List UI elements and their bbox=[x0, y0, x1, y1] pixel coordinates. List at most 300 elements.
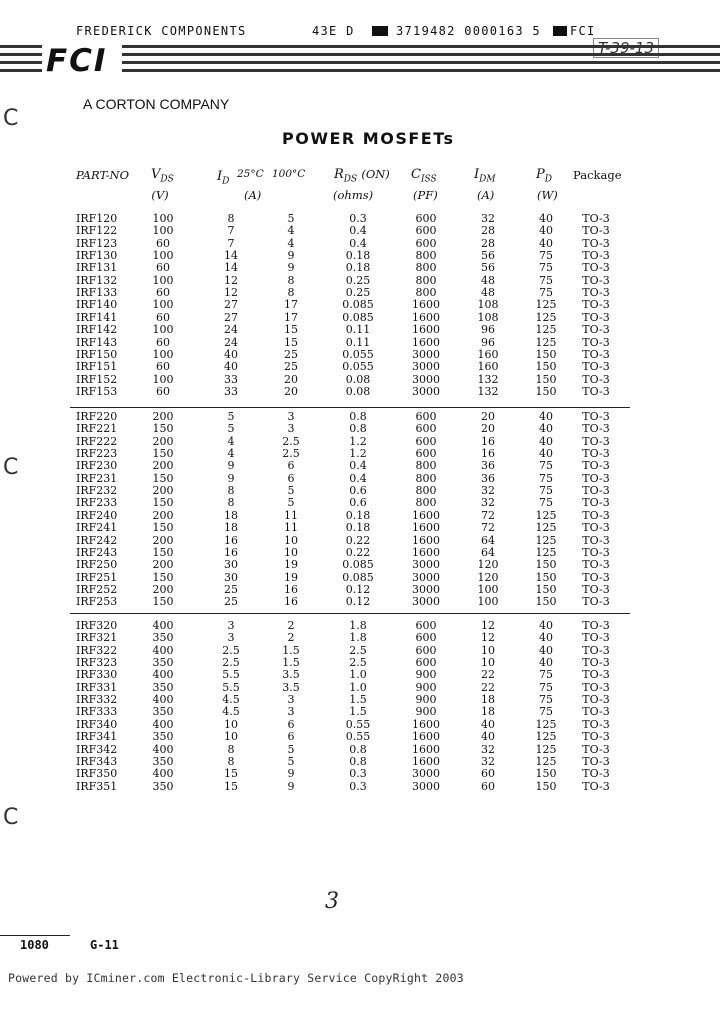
cell-ciss: 600 bbox=[415, 631, 437, 645]
cell-rds-on: 0.25 bbox=[345, 286, 371, 300]
cell-part-no: IRF252 bbox=[76, 582, 118, 596]
cell-rds-on: 0.8 bbox=[349, 754, 367, 768]
cell-package: TO-3 bbox=[582, 372, 610, 386]
cell-id-100c: 16 bbox=[284, 582, 298, 596]
cell-rds-on: 0.55 bbox=[345, 717, 371, 731]
cell-vds: 200 bbox=[152, 484, 174, 498]
cell-rds-on: 0.055 bbox=[342, 347, 374, 361]
cell-id-25c: 4.5 bbox=[222, 705, 240, 719]
group-divider-1 bbox=[70, 407, 630, 408]
brand-small: FCI bbox=[570, 24, 596, 38]
cell-package: TO-3 bbox=[582, 496, 610, 510]
cell-pd: 40 bbox=[539, 212, 553, 225]
cell-pd: 40 bbox=[539, 236, 553, 250]
cell-ciss: 900 bbox=[415, 680, 437, 694]
cell-id-25c: 4 bbox=[227, 447, 235, 461]
cell-part-no: IRF333 bbox=[76, 705, 118, 719]
cell-part-no: IRF132 bbox=[76, 273, 118, 287]
header-idm-unit: (A) bbox=[477, 188, 495, 202]
cell-package: TO-3 bbox=[582, 631, 610, 645]
cell-ciss: 800 bbox=[415, 286, 437, 300]
cell-rds-on: 0.55 bbox=[345, 730, 371, 744]
cell-pd: 75 bbox=[539, 484, 553, 498]
cell-vds: 200 bbox=[152, 459, 174, 473]
footer-rule bbox=[0, 935, 70, 936]
cell-ciss: 900 bbox=[415, 668, 437, 682]
cell-ciss: 3000 bbox=[412, 570, 440, 584]
cell-package: TO-3 bbox=[582, 705, 610, 719]
cell-id-100c: 10 bbox=[284, 533, 298, 547]
cell-pd: 125 bbox=[535, 717, 557, 731]
header-idm: $I_{DM}$ bbox=[474, 167, 496, 185]
cell-rds-on: 0.18 bbox=[345, 508, 371, 522]
cell-package: TO-3 bbox=[582, 779, 610, 793]
cell-id-25c: 8 bbox=[227, 496, 235, 510]
cell-id-25c: 10 bbox=[224, 717, 238, 731]
cell-id-100c: 4 bbox=[287, 236, 295, 250]
cell-vds: 150 bbox=[152, 595, 174, 609]
cell-part-no: IRF120 bbox=[76, 212, 118, 225]
cell-id-100c: 6 bbox=[287, 730, 295, 744]
cell-idm: 108 bbox=[477, 310, 499, 324]
cell-vds: 200 bbox=[152, 434, 174, 448]
cell-rds-on: 0.8 bbox=[349, 742, 367, 756]
cell-vds: 350 bbox=[152, 631, 174, 645]
punch-hole-top: C bbox=[3, 106, 19, 131]
header-ciss-unit: (PF) bbox=[413, 188, 438, 202]
cell-part-no: IRF141 bbox=[76, 310, 118, 324]
cell-id-25c: 15 bbox=[224, 779, 238, 793]
cell-vds: 200 bbox=[152, 582, 174, 596]
cell-pd: 75 bbox=[539, 680, 553, 694]
cell-ciss: 800 bbox=[415, 459, 437, 473]
cell-pd: 125 bbox=[535, 521, 557, 535]
cell-vds: 100 bbox=[152, 273, 174, 287]
cell-vds: 100 bbox=[152, 372, 174, 386]
cell-idm: 28 bbox=[481, 236, 495, 250]
cell-id-25c: 24 bbox=[224, 335, 238, 349]
cell-rds-on: 0.4 bbox=[349, 459, 367, 473]
group-divider-2 bbox=[70, 613, 630, 614]
header-pd-unit: (W) bbox=[537, 188, 558, 202]
cell-ciss: 600 bbox=[415, 447, 437, 461]
cell-package: TO-3 bbox=[582, 767, 610, 781]
barcode-block bbox=[372, 26, 388, 36]
cell-part-no: IRF350 bbox=[76, 767, 118, 781]
cell-idm: 18 bbox=[481, 693, 495, 707]
company-subtitle: A CORTON COMPANY bbox=[83, 96, 230, 112]
cell-idm: 72 bbox=[481, 521, 495, 535]
cell-pd: 75 bbox=[539, 459, 553, 473]
cell-idm: 16 bbox=[481, 434, 495, 448]
cell-id-25c: 30 bbox=[224, 558, 238, 572]
cell-rds-on: 1.2 bbox=[349, 447, 367, 461]
cell-id-25c: 14 bbox=[224, 261, 238, 275]
cell-rds-on: 0.3 bbox=[349, 779, 367, 793]
cell-vds: 400 bbox=[152, 742, 174, 756]
cell-rds-on: 1.0 bbox=[349, 668, 367, 682]
cell-pd: 125 bbox=[535, 310, 557, 324]
cell-id-25c: 7 bbox=[227, 236, 235, 250]
cell-pd: 125 bbox=[535, 754, 557, 768]
handwritten-page-number: 3 bbox=[325, 889, 339, 914]
cell-vds: 100 bbox=[152, 212, 174, 225]
cell-ciss: 600 bbox=[415, 422, 437, 436]
cell-rds-on: 0.4 bbox=[349, 236, 367, 250]
cell-rds-on: 1.5 bbox=[349, 693, 367, 707]
cell-id-100c: 19 bbox=[284, 570, 298, 584]
header-ciss: $C_{ISS}$ bbox=[411, 167, 437, 185]
catalog-code: 43E D bbox=[312, 24, 355, 38]
cell-id-25c: 25 bbox=[224, 582, 238, 596]
cell-rds-on: 0.08 bbox=[345, 372, 371, 386]
cell-id-100c: 10 bbox=[284, 545, 298, 559]
cell-ciss: 1600 bbox=[412, 508, 440, 522]
cell-part-no: IRF140 bbox=[76, 298, 118, 312]
cell-vds: 60 bbox=[156, 384, 170, 398]
cell-ciss: 600 bbox=[415, 656, 437, 670]
header-id-unit: (A) bbox=[244, 188, 262, 202]
cell-pd: 40 bbox=[539, 619, 553, 632]
cell-package: TO-3 bbox=[582, 434, 610, 448]
cell-part-no: IRF220 bbox=[76, 410, 118, 423]
cell-vds: 100 bbox=[152, 298, 174, 312]
cell-package: TO-3 bbox=[582, 508, 610, 522]
cell-rds-on: 0.3 bbox=[349, 767, 367, 781]
cell-part-no: IRF131 bbox=[76, 261, 118, 275]
cell-part-no: IRF143 bbox=[76, 335, 118, 349]
cell-ciss: 3000 bbox=[412, 767, 440, 781]
cell-id-25c: 9 bbox=[227, 459, 235, 473]
cell-idm: 22 bbox=[481, 668, 495, 682]
cell-rds-on: 1.8 bbox=[349, 631, 367, 645]
cell-vds: 150 bbox=[152, 545, 174, 559]
cell-vds: 150 bbox=[152, 471, 174, 485]
cell-part-no: IRF142 bbox=[76, 323, 118, 337]
cell-id-100c: 16 bbox=[284, 595, 298, 609]
cell-idm: 36 bbox=[481, 459, 495, 473]
footer-powered-by: Powered by ICminer.com Electronic-Library Service CopyRight 2003 bbox=[8, 971, 464, 985]
cell-vds: 150 bbox=[152, 570, 174, 584]
cell-idm: 40 bbox=[481, 730, 495, 744]
cell-ciss: 1600 bbox=[412, 310, 440, 324]
cell-package: TO-3 bbox=[582, 668, 610, 682]
cell-ciss: 1600 bbox=[412, 545, 440, 559]
cell-idm: 60 bbox=[481, 767, 495, 781]
header-id: $I_D$ bbox=[217, 169, 230, 187]
cell-package: TO-3 bbox=[582, 582, 610, 596]
footer-doc-code: 1080 bbox=[20, 938, 49, 952]
cell-ciss: 3000 bbox=[412, 372, 440, 386]
cell-ciss: 1600 bbox=[412, 742, 440, 756]
cell-id-100c: 25 bbox=[284, 360, 298, 374]
cell-vds: 60 bbox=[156, 360, 170, 374]
cell-pd: 150 bbox=[535, 384, 557, 398]
cell-part-no: IRF230 bbox=[76, 459, 118, 473]
cell-id-25c: 27 bbox=[224, 298, 238, 312]
cell-pd: 40 bbox=[539, 224, 553, 238]
cell-package: TO-3 bbox=[582, 680, 610, 694]
cell-ciss: 900 bbox=[415, 693, 437, 707]
cell-pd: 150 bbox=[535, 347, 557, 361]
cell-id-100c: 8 bbox=[287, 273, 295, 287]
cell-idm: 132 bbox=[477, 372, 499, 386]
cell-part-no: IRF332 bbox=[76, 693, 118, 707]
cell-part-no: IRF342 bbox=[76, 742, 118, 756]
cell-pd: 75 bbox=[539, 693, 553, 707]
cell-ciss: 800 bbox=[415, 249, 437, 263]
cell-rds-on: 1.2 bbox=[349, 434, 367, 448]
cell-part-no: IRF243 bbox=[76, 545, 118, 559]
cell-rds-on: 0.085 bbox=[342, 570, 374, 584]
cell-package: TO-3 bbox=[582, 286, 610, 300]
cell-idm: 72 bbox=[481, 508, 495, 522]
cell-part-no: IRF222 bbox=[76, 434, 118, 448]
cell-rds-on: 0.8 bbox=[349, 422, 367, 436]
cell-idm: 18 bbox=[481, 705, 495, 719]
cell-pd: 125 bbox=[535, 323, 557, 337]
cell-pd: 150 bbox=[535, 779, 557, 793]
cell-rds-on: 0.11 bbox=[345, 335, 371, 349]
cell-package: TO-3 bbox=[582, 717, 610, 731]
header-rds-unit: (ohms) bbox=[333, 188, 374, 202]
cell-ciss: 3000 bbox=[412, 582, 440, 596]
cell-package: TO-3 bbox=[582, 212, 610, 225]
cell-ciss: 600 bbox=[415, 236, 437, 250]
serial-number: 3719482 0000163 5 bbox=[396, 24, 541, 38]
cell-id-25c: 5.5 bbox=[222, 668, 240, 682]
cell-vds: 350 bbox=[152, 754, 174, 768]
cell-id-100c: 4 bbox=[287, 224, 295, 238]
cell-rds-on: 0.6 bbox=[349, 496, 367, 510]
cell-idm: 20 bbox=[481, 422, 495, 436]
cell-id-100c: 5 bbox=[287, 484, 295, 498]
cell-package: TO-3 bbox=[582, 323, 610, 337]
cell-pd: 75 bbox=[539, 286, 553, 300]
cell-id-25c: 5.5 bbox=[222, 680, 240, 694]
cell-ciss: 600 bbox=[415, 212, 437, 225]
cell-id-100c: 15 bbox=[284, 323, 298, 337]
cell-idm: 32 bbox=[481, 496, 495, 510]
cell-id-25c: 8 bbox=[227, 742, 235, 756]
cell-pd: 150 bbox=[535, 372, 557, 386]
cell-part-no: IRF323 bbox=[76, 656, 118, 670]
cell-part-no: IRF130 bbox=[76, 249, 118, 263]
cell-part-no: IRF330 bbox=[76, 668, 118, 682]
cell-pd: 40 bbox=[539, 434, 553, 448]
cell-ciss: 800 bbox=[415, 484, 437, 498]
cell-package: TO-3 bbox=[582, 310, 610, 324]
cell-idm: 40 bbox=[481, 717, 495, 731]
cell-id-25c: 3 bbox=[227, 619, 235, 632]
cell-part-no: IRF340 bbox=[76, 717, 118, 731]
cell-pd: 40 bbox=[539, 643, 553, 657]
cell-vds: 150 bbox=[152, 422, 174, 436]
cell-id-25c: 8 bbox=[227, 212, 235, 225]
cell-part-no: IRF223 bbox=[76, 447, 118, 461]
cell-rds-on: 0.3 bbox=[349, 212, 367, 225]
cell-id-100c: 11 bbox=[284, 521, 298, 535]
cell-package: TO-3 bbox=[582, 273, 610, 287]
cell-id-25c: 3 bbox=[227, 631, 235, 645]
cell-part-no: IRF153 bbox=[76, 384, 118, 398]
cell-id-100c: 19 bbox=[284, 558, 298, 572]
cell-id-100c: 9 bbox=[287, 249, 295, 263]
cell-ciss: 1600 bbox=[412, 533, 440, 547]
cell-part-no: IRF351 bbox=[76, 779, 118, 793]
cell-id-25c: 18 bbox=[224, 521, 238, 535]
cell-idm: 120 bbox=[477, 570, 499, 584]
cell-id-25c: 15 bbox=[224, 767, 238, 781]
cell-rds-on: 0.08 bbox=[345, 384, 371, 398]
cell-id-100c: 15 bbox=[284, 335, 298, 349]
cell-pd: 75 bbox=[539, 668, 553, 682]
cell-idm: 96 bbox=[481, 335, 495, 349]
cell-pd: 40 bbox=[539, 631, 553, 645]
cell-idm: 22 bbox=[481, 680, 495, 694]
cell-vds: 100 bbox=[152, 323, 174, 337]
cell-vds: 60 bbox=[156, 335, 170, 349]
cell-id-25c: 33 bbox=[224, 384, 238, 398]
cell-id-25c: 2.5 bbox=[222, 656, 240, 670]
cell-id-100c: 6 bbox=[287, 471, 295, 485]
cell-ciss: 1600 bbox=[412, 717, 440, 731]
cell-rds-on: 0.6 bbox=[349, 484, 367, 498]
cell-id-25c: 12 bbox=[224, 273, 238, 287]
cell-idm: 100 bbox=[477, 595, 499, 609]
cell-rds-on: 0.18 bbox=[345, 249, 371, 263]
cell-id-100c: 2.5 bbox=[282, 447, 300, 461]
cell-package: TO-3 bbox=[582, 656, 610, 670]
cell-idm: 48 bbox=[481, 273, 495, 287]
cell-ciss: 3000 bbox=[412, 558, 440, 572]
cell-pd: 125 bbox=[535, 335, 557, 349]
cell-vds: 200 bbox=[152, 508, 174, 522]
cell-idm: 10 bbox=[481, 643, 495, 657]
cell-vds: 200 bbox=[152, 410, 174, 423]
cell-id-25c: 5 bbox=[227, 410, 235, 423]
cell-id-100c: 1.5 bbox=[282, 656, 300, 670]
cell-part-no: IRF251 bbox=[76, 570, 118, 584]
header-part-no: PART-NO bbox=[76, 168, 130, 182]
cell-vds: 350 bbox=[152, 730, 174, 744]
cell-package: TO-3 bbox=[582, 410, 610, 423]
cell-id-25c: 16 bbox=[224, 533, 238, 547]
cell-pd: 40 bbox=[539, 447, 553, 461]
cell-part-no: IRF152 bbox=[76, 372, 118, 386]
cell-idm: 32 bbox=[481, 754, 495, 768]
cell-rds-on: 0.055 bbox=[342, 360, 374, 374]
cell-rds-on: 0.12 bbox=[345, 582, 371, 596]
cell-vds: 100 bbox=[152, 224, 174, 238]
cell-id-100c: 9 bbox=[287, 261, 295, 275]
cell-vds: 400 bbox=[152, 717, 174, 731]
cell-id-100c: 5 bbox=[287, 496, 295, 510]
cell-id-100c: 1.5 bbox=[282, 643, 300, 657]
cell-vds: 200 bbox=[152, 558, 174, 572]
cell-package: TO-3 bbox=[582, 360, 610, 374]
cell-id-25c: 5 bbox=[227, 422, 235, 436]
cell-idm: 20 bbox=[481, 410, 495, 423]
cell-rds-on: 0.085 bbox=[342, 558, 374, 572]
cell-id-100c: 8 bbox=[287, 286, 295, 300]
cell-pd: 75 bbox=[539, 705, 553, 719]
cell-package: TO-3 bbox=[582, 347, 610, 361]
cell-rds-on: 0.4 bbox=[349, 224, 367, 238]
cell-id-100c: 17 bbox=[284, 298, 298, 312]
cell-idm: 132 bbox=[477, 384, 499, 398]
cell-rds-on: 2.5 bbox=[349, 643, 367, 657]
cell-idm: 28 bbox=[481, 224, 495, 238]
cell-id-25c: 7 bbox=[227, 224, 235, 238]
cell-pd: 150 bbox=[535, 595, 557, 609]
cell-vds: 60 bbox=[156, 261, 170, 275]
cell-pd: 150 bbox=[535, 360, 557, 374]
cell-part-no: IRF133 bbox=[76, 286, 118, 300]
cell-rds-on: 0.4 bbox=[349, 471, 367, 485]
cell-part-no: IRF241 bbox=[76, 521, 118, 535]
cell-package: TO-3 bbox=[582, 484, 610, 498]
cell-package: TO-3 bbox=[582, 422, 610, 436]
cell-pd: 150 bbox=[535, 582, 557, 596]
cell-id-25c: 8 bbox=[227, 754, 235, 768]
cell-package: TO-3 bbox=[582, 754, 610, 768]
cell-package: TO-3 bbox=[582, 742, 610, 756]
cell-package: TO-3 bbox=[582, 595, 610, 609]
cell-rds-on: 0.11 bbox=[345, 323, 371, 337]
cell-idm: 10 bbox=[481, 656, 495, 670]
cell-id-25c: 24 bbox=[224, 323, 238, 337]
cell-vds: 150 bbox=[152, 447, 174, 461]
cell-ciss: 3000 bbox=[412, 384, 440, 398]
cell-vds: 350 bbox=[152, 779, 174, 793]
header-vds: $V_{DS}$ bbox=[151, 167, 174, 185]
punch-hole-middle: C bbox=[3, 455, 19, 480]
cell-package: TO-3 bbox=[582, 471, 610, 485]
cell-idm: 108 bbox=[477, 298, 499, 312]
cell-part-no: IRF221 bbox=[76, 422, 118, 436]
cell-id-100c: 25 bbox=[284, 347, 298, 361]
cell-part-no: IRF151 bbox=[76, 360, 118, 374]
cell-ciss: 1600 bbox=[412, 521, 440, 535]
cell-package: TO-3 bbox=[582, 521, 610, 535]
cell-id-25c: 16 bbox=[224, 545, 238, 559]
company-name: FREDERICK COMPONENTS bbox=[76, 24, 247, 38]
cell-ciss: 3000 bbox=[412, 595, 440, 609]
header-rds: $R_{DS}$ (ON) bbox=[334, 167, 390, 185]
cell-package: TO-3 bbox=[582, 545, 610, 559]
cell-idm: 32 bbox=[481, 212, 495, 225]
cell-pd: 40 bbox=[539, 656, 553, 670]
cell-ciss: 800 bbox=[415, 261, 437, 275]
cell-idm: 48 bbox=[481, 286, 495, 300]
header-id-100c: 100°C bbox=[272, 168, 306, 180]
cell-id-25c: 40 bbox=[224, 360, 238, 374]
cell-pd: 150 bbox=[535, 767, 557, 781]
cell-id-100c: 17 bbox=[284, 310, 298, 324]
cell-part-no: IRF150 bbox=[76, 347, 118, 361]
cell-rds-on: 0.22 bbox=[345, 533, 371, 547]
cell-id-25c: 14 bbox=[224, 249, 238, 263]
cell-part-no: IRF320 bbox=[76, 619, 118, 632]
cell-id-100c: 5 bbox=[287, 212, 295, 225]
cell-ciss: 1600 bbox=[412, 730, 440, 744]
footer-page-code: G-11 bbox=[90, 938, 119, 952]
cell-idm: 160 bbox=[477, 360, 499, 374]
cell-pd: 40 bbox=[539, 410, 553, 423]
page-title: POWER MOSFETs bbox=[282, 129, 455, 148]
cell-part-no: IRF331 bbox=[76, 680, 118, 694]
